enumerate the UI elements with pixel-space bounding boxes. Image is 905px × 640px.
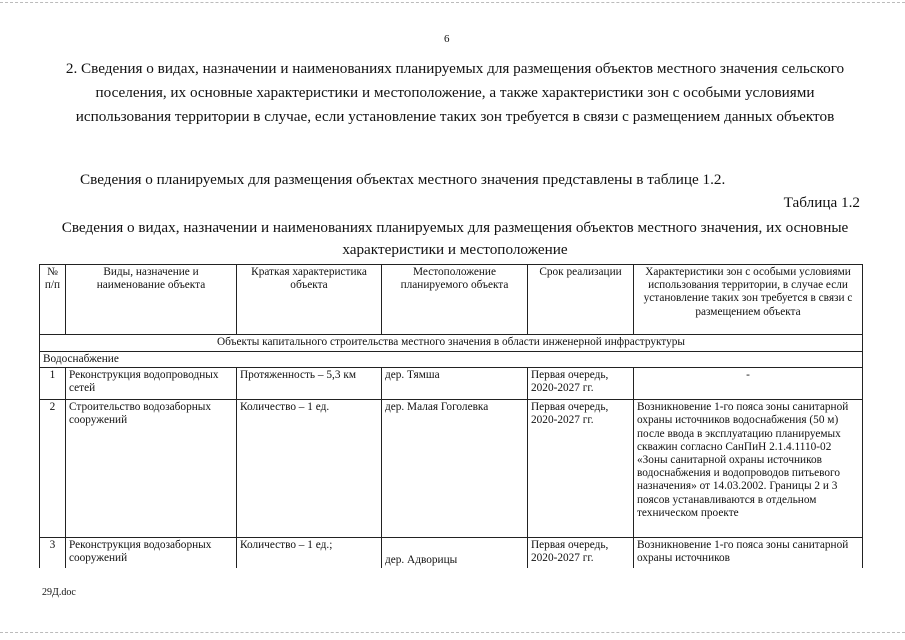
objects-table [39,264,863,568]
row-name: Строительство водозаборных сооружений [66,400,237,538]
table-caption: Сведения о видах, назначении и наименованиях планируемых для размещения объектов местного значения, их основные характеристики и местоположение [61,219,849,258]
page-number: 6 [444,33,450,45]
header-term: Срок реализации [528,265,634,335]
section-label: Водоснабжение [40,352,863,368]
row-characteristic: Количество – 1 ед. [237,400,382,538]
row-term: Первая очередь, 2020-2027 гг. [528,400,634,538]
header-name: Виды, назначение и наименование объекта [66,265,237,335]
row-num: 2 [40,400,66,538]
table-row [40,538,863,568]
span-title: Объекты капитального строительства местного значения в области инженерной инфраструктуры [40,335,863,352]
table-row [40,400,863,538]
span-title-row [40,335,863,352]
row-zone: Возникновение 1-го пояса зоны санитарной охраны источников водоснабжения (50 м) после ввода в эксплуатацию планируемых скважин согласно СанПиН 2.1.4.1110-02 «Зоны санитарной охраны источников водоснабжения и водопроводов питьевого назначения» от 14.03.2002. Границы 2 и 3 поясов устанавливаются в отдельном техническом проекте [634,400,863,538]
row-zone: - [634,368,863,400]
scan-edge-top [0,2,905,3]
row-zone: Возникновение 1-го пояса зоны санитарной охраны источников [634,538,863,568]
row-term: Первая очередь, 2020-2027 гг. [528,538,634,568]
section-row [40,352,863,368]
table-label: Таблица 1.2 [783,194,860,211]
scan-edge-bottom [0,632,905,633]
header-location: Местоположение планируемого объекта [382,265,528,335]
header-zone: Характеристики зон с особыми условиями использования территории, в случае если установление таких зон требуется в связи с размещением объекта [634,265,863,335]
row-num: 1 [40,368,66,400]
row-name: Реконструкция водопроводных сетей [66,368,237,400]
header-num: № п/п [40,265,66,335]
table-row [40,368,863,400]
header-characteristic: Краткая характеристика объекта [237,265,382,335]
row-term: Первая очередь, 2020-2027 гг. [528,368,634,400]
row-location: дер. Тямша [382,368,528,400]
row-num: 3 [40,538,66,568]
intro-paragraph: Сведения о планируемых для размещения объектах местного значения представлены в таблице 1.2. [80,171,726,188]
row-characteristic: Протяженность – 5,3 км [237,368,382,400]
row-location: дер. Малая Гоголевка [382,400,528,538]
footer-filename: 29Д.doc [42,587,76,598]
row-location: дер. Адворицы [382,538,528,568]
row-name: Реконструкция водозаборных сооружений [66,538,237,568]
row-characteristic: Количество – 1 ед.; [237,538,382,568]
section-heading: 2. Сведения о видах, назначении и наименованиях планируемых для размещения объектов местного значения сельского поселения, их основные характеристики и местоположение, а также характеристики зон с особыми условиями использования территории в случае, если установление таких зон требуется в связи с размещением данных объектов [65,60,845,125]
table-header-row [40,265,863,335]
